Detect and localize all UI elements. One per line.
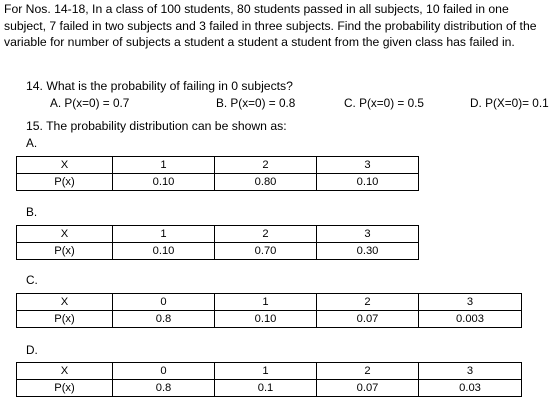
- option-c-table: [16, 293, 522, 328]
- table-cell: 0.10: [113, 174, 215, 191]
- option-d-label: D.: [26, 343, 38, 357]
- table-cell: 0.70: [215, 243, 317, 260]
- table-cell: X: [17, 157, 113, 174]
- table-row: [17, 294, 522, 311]
- option-b-label: B.: [26, 205, 38, 219]
- table-cell: 3: [317, 157, 419, 174]
- table-cell: 3: [419, 294, 522, 311]
- table-cell: X: [17, 363, 113, 380]
- table-cell: 2: [215, 226, 317, 243]
- table-row: [17, 174, 419, 191]
- table-row: [17, 243, 419, 260]
- table-row: [17, 311, 522, 328]
- table-cell: 0.1: [215, 380, 317, 397]
- table-cell: 0.8: [113, 380, 215, 397]
- question-14: 14. What is the probability of failing in 0 subjects?: [26, 79, 293, 93]
- table-cell: 3: [419, 363, 522, 380]
- table-cell: 1: [215, 363, 317, 380]
- table-cell: 0.07: [317, 311, 419, 328]
- table-cell: P(x): [17, 380, 113, 397]
- table-cell: 2: [317, 294, 419, 311]
- choice-d: D. P(X=0)= 0.1: [470, 96, 549, 110]
- table-cell: 0.80: [215, 174, 317, 191]
- table-cell: 3: [317, 226, 419, 243]
- table-cell: 0.8: [113, 311, 215, 328]
- option-b-table: [16, 225, 419, 260]
- table-cell: P(x): [17, 311, 113, 328]
- table-cell: 0.003: [419, 311, 522, 328]
- choice-c: C. P(x=0) = 0.5: [344, 96, 424, 110]
- table-cell: 2: [215, 157, 317, 174]
- table-cell: 0.10: [113, 243, 215, 260]
- option-c-label: C.: [26, 273, 38, 287]
- table-cell: 0.30: [317, 243, 419, 260]
- table-cell: 0.03: [419, 380, 522, 397]
- table-cell: P(x): [17, 243, 113, 260]
- table-cell: 1: [215, 294, 317, 311]
- table-cell: 0: [113, 294, 215, 311]
- table-cell: 2: [317, 363, 419, 380]
- table-cell: 0.10: [215, 311, 317, 328]
- table-row: [17, 380, 522, 397]
- question-14-choices: [0, 96, 555, 112]
- table-cell: 1: [113, 226, 215, 243]
- option-a-label: A.: [26, 136, 38, 150]
- table-cell: 0.07: [317, 380, 419, 397]
- table-cell: 0.10: [317, 174, 419, 191]
- intro-paragraph: For Nos. 14-18, In a class of 100 students, 80 students passed in all subjects, 10 failed in one subject, 7 failed in two subjects and 3 failed in three subjects. Find the probability distribution of the variable for number of subjects a student a student a student from the given class has failed in.: [4, 2, 537, 49]
- choice-b: B. P(x=0) = 0.8: [216, 96, 296, 110]
- option-a-table: [16, 156, 419, 191]
- choice-a: A. P(x=0) = 0.7: [50, 96, 130, 110]
- option-d-table: [16, 362, 522, 397]
- table-cell: 0: [113, 363, 215, 380]
- table-row: [17, 157, 419, 174]
- table-cell: P(x): [17, 174, 113, 191]
- table-cell: X: [17, 294, 113, 311]
- table-row: [17, 226, 419, 243]
- table-cell: 1: [113, 157, 215, 174]
- table-row: [17, 363, 522, 380]
- table-cell: X: [17, 226, 113, 243]
- question-15: 15. The probability distribution can be shown as:: [26, 119, 287, 133]
